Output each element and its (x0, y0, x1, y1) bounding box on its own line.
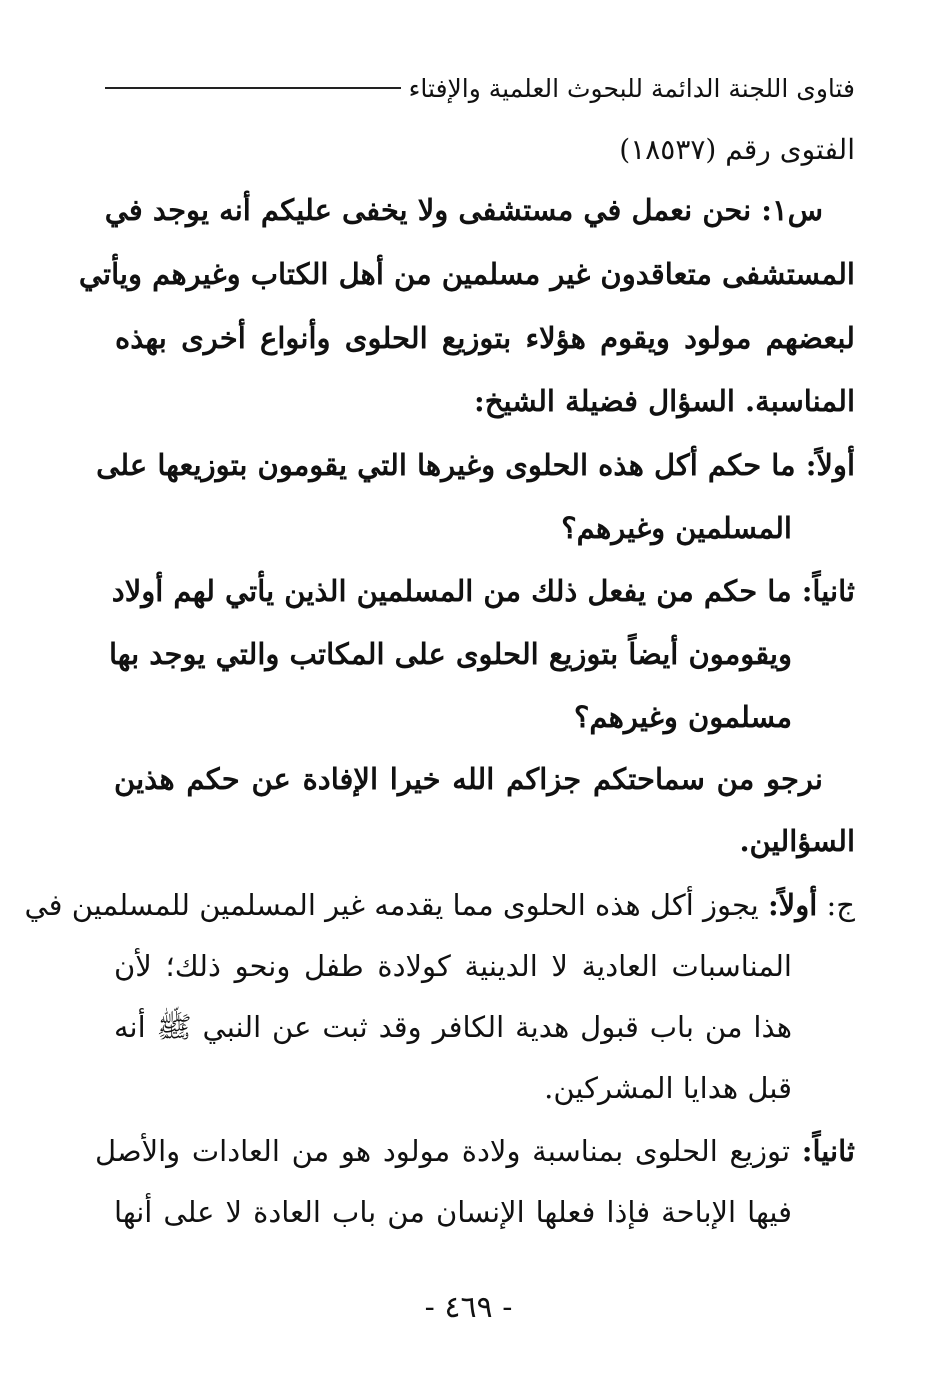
question-line: السؤالين. (739, 824, 855, 858)
answer-second-label: ثانياً: (801, 1134, 856, 1168)
question-line: ويقومون أيضاً بتوزيع الحلوى على المكاتب والتي يوجد بها (108, 637, 792, 671)
question-line: س١: نحن نعمل في مستشفى ولا يخفى عليكم أنه يوجد في (104, 193, 823, 227)
answer-first-label: أولاً: (767, 888, 818, 922)
answer-prefix: ج: (826, 888, 855, 922)
answer-line: هذا من باب قبول هدية الكافر وقد ثبت عن النبي ﷺ أنه (114, 1010, 792, 1044)
answer-second-text: توزيع الحلوى بمناسبة ولادة مولود هو من العادات والأصل (95, 1134, 791, 1168)
answer-line: قبل هدايا المشركين. (544, 1071, 792, 1105)
header-title: فتاوى اللجنة الدائمة للبحوث العلمية والإفتاء (408, 73, 855, 103)
fatwa-title: الفتوى رقم (١٨٥٣٧) (619, 133, 855, 166)
question-line: أولاً: ما حكم أكل هذه الحلوى وغيرها التي يقومون بتوزيعها على (96, 448, 855, 482)
answer-line (24, 881, 855, 929)
running-header (105, 66, 855, 110)
question-line: المسلمين وغيرهم؟ (561, 511, 792, 545)
question-line: المناسبة. السؤال فضيلة الشيخ: (474, 384, 855, 418)
question-line: المستشفى متعاقدون غير مسلمين من أهل الكتاب وغيرهم ويأتي (78, 257, 855, 291)
page-number: - ٤٦٩ - (424, 1290, 513, 1325)
answer-line: فيها الإباحة فإذا فعلها الإنسان من باب العادة لا على أنها (114, 1195, 792, 1229)
question-line: ثانياً: ما حكم من يفعل ذلك من المسلمين الذين يأتي لهم أولاد (111, 574, 855, 608)
question-line: نرجو من سماحتكم جزاكم الله خيرا الإفادة عن حكم هذين (114, 762, 823, 796)
answer-line: المناسبات العادية لا الدينية كولادة طفل ونحو ذلك؛ لأن (114, 949, 792, 983)
question-line: مسلمون وغيرهم؟ (573, 700, 792, 734)
question-line: لبعضهم مولود ويقوم هؤلاء بتوزيع الحلوى وأنواع أخرى بهذه (115, 321, 855, 355)
answer-line (95, 1127, 855, 1175)
answer-first-text: يجوز أكل هذه الحلوى مما يقدمه غير المسلمين للمسلمين في (24, 888, 759, 922)
header-rule (105, 87, 401, 89)
